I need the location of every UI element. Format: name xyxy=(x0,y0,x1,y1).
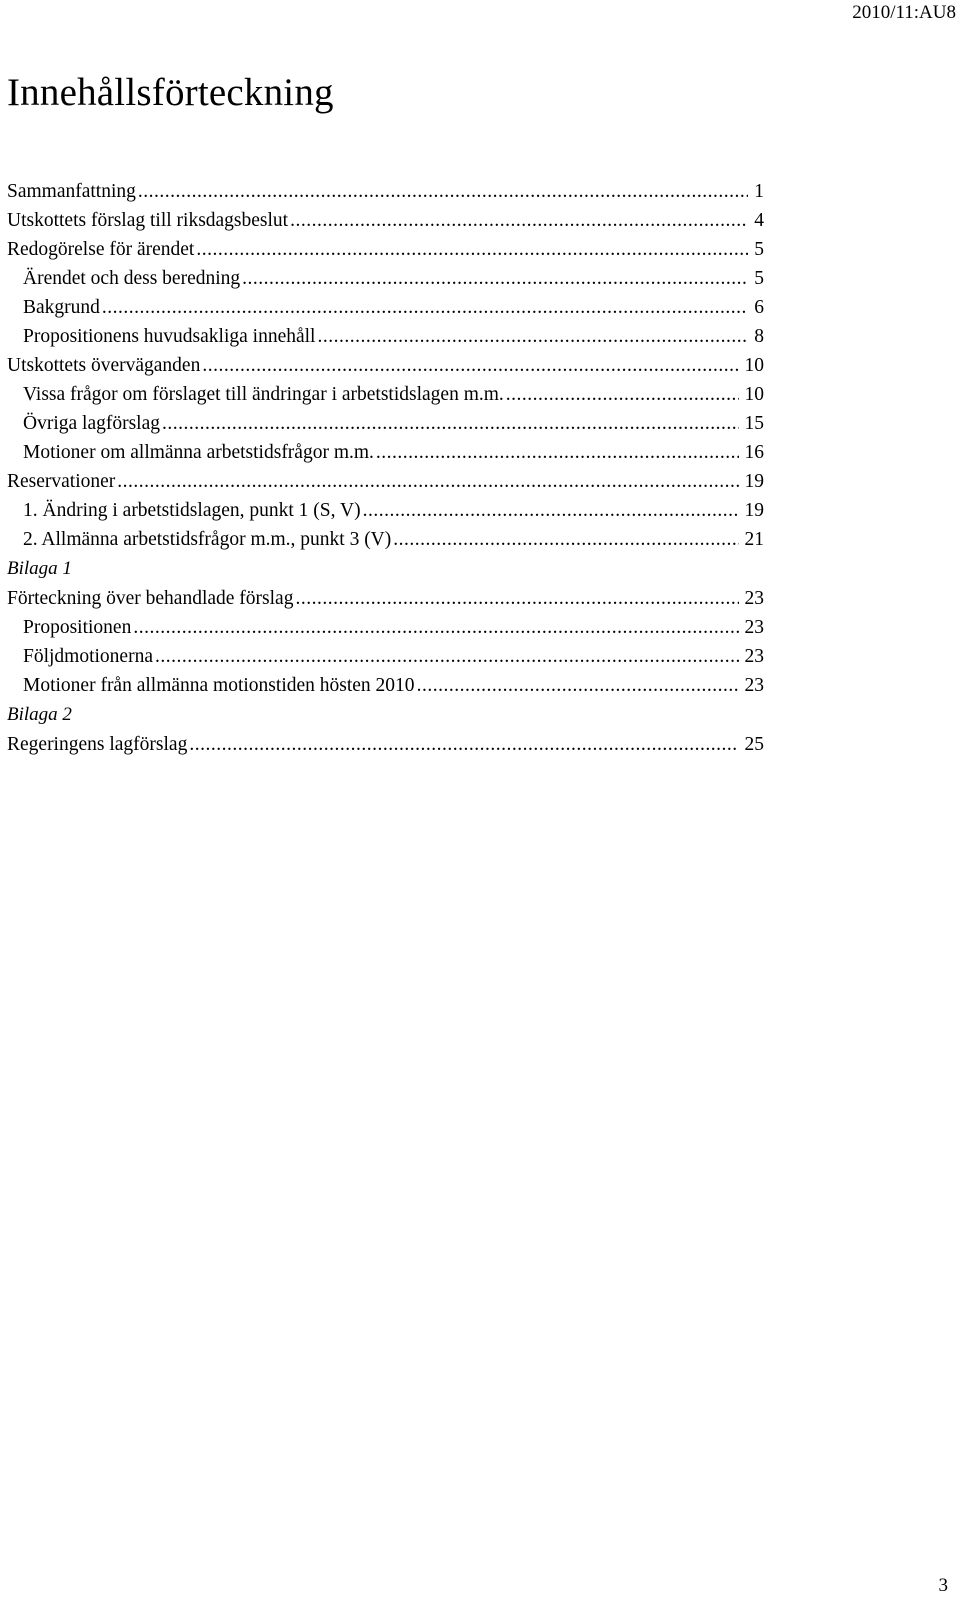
toc-entry-label: Sammanfattning xyxy=(7,181,136,202)
toc-entry-label: Redogörelse för ärendet xyxy=(7,239,195,260)
leader-dots xyxy=(317,322,748,351)
leader-dots xyxy=(196,235,748,264)
toc-entry-propositionens-innehall[interactable] xyxy=(7,322,764,351)
toc-entry-page: 21 xyxy=(744,529,764,550)
leader-dots xyxy=(189,730,738,759)
toc-entry-page: 8 xyxy=(754,326,764,347)
toc-entry-sammanfattning[interactable] xyxy=(7,177,764,206)
toc-entry-page: 16 xyxy=(744,442,764,463)
toc-entry-foljdmotionerna[interactable] xyxy=(7,642,764,671)
leader-dots xyxy=(417,671,739,700)
leader-dots xyxy=(393,525,738,554)
toc-entry-arendet[interactable] xyxy=(7,264,764,293)
toc-entry-label: Motioner om allmänna arbetstidsfrågor m.m. xyxy=(23,442,374,463)
toc-entry-page: 10 xyxy=(744,355,764,376)
leader-dots xyxy=(363,496,739,525)
leader-dots xyxy=(138,177,748,206)
toc-entry-label: 1. Ändring i arbetstidslagen, punkt 1 (S, V) xyxy=(23,500,361,521)
leader-dots xyxy=(133,613,738,642)
toc-entry-vissa-fragor[interactable] xyxy=(7,380,764,409)
leader-dots xyxy=(242,264,748,293)
toc-entry-label: Övriga lagförslag xyxy=(23,413,160,434)
toc-entry-label: Propositionens huvudsakliga innehåll xyxy=(23,326,316,347)
toc-entry-page: 19 xyxy=(744,471,764,492)
toc-entry-reservationer[interactable] xyxy=(7,467,764,496)
leader-dots xyxy=(117,467,738,496)
toc-entry-reservation-1[interactable] xyxy=(7,496,764,525)
toc-entry-utskottets-overvaganden[interactable] xyxy=(7,351,764,380)
toc-entry-page: 23 xyxy=(744,675,764,696)
appendix-heading-1: Bilaga 1 xyxy=(7,558,72,579)
toc-entry-label: Motioner från allmänna motionstiden hösten 2010 xyxy=(23,675,415,696)
table-of-contents xyxy=(7,177,764,759)
toc-entry-utskottets-forslag[interactable] xyxy=(7,206,764,235)
toc-entry-label: Reservationer xyxy=(7,471,116,492)
toc-entry-page: 23 xyxy=(744,646,764,667)
toc-entry-page: 1 xyxy=(754,181,764,202)
leader-dots xyxy=(290,206,748,235)
toc-entry-label: Propositionen xyxy=(23,617,132,638)
leader-dots xyxy=(376,438,739,467)
toc-entry-page: 23 xyxy=(744,588,764,609)
toc-entry-motioner-arbetstidsfragor[interactable] xyxy=(7,438,764,467)
toc-entry-reservation-2[interactable] xyxy=(7,525,764,554)
toc-entry-page: 5 xyxy=(754,239,764,260)
toc-entry-label: Förteckning över behandlade förslag xyxy=(7,588,294,609)
toc-entry-page: 25 xyxy=(744,734,764,755)
toc-entry-label: Bakgrund xyxy=(23,297,100,318)
leader-dots xyxy=(506,380,739,409)
toc-entry-label: Utskottets överväganden xyxy=(7,355,201,376)
appendix-heading-2: Bilaga 2 xyxy=(7,704,72,725)
toc-entry-label: Utskottets förslag till riksdagsbeslut xyxy=(7,210,289,231)
leader-dots xyxy=(162,409,739,438)
toc-entry-page: 4 xyxy=(754,210,764,231)
toc-entry-label: Regeringens lagförslag xyxy=(7,734,188,755)
toc-entry-label: Vissa frågor om förslaget till ändringar i arbetstidslagen m.m. xyxy=(23,384,504,405)
toc-entry-redogorelse[interactable] xyxy=(7,235,764,264)
toc-entry-page: 5 xyxy=(754,268,764,289)
leader-dots xyxy=(155,642,739,671)
toc-entry-forteckning[interactable] xyxy=(7,584,764,613)
toc-entry-label: 2. Allmänna arbetstidsfrågor m.m., punkt 3 (V) xyxy=(23,529,392,550)
toc-entry-label: Följdmotionerna xyxy=(23,646,153,667)
toc-entry-regeringens-lagforslag[interactable] xyxy=(7,730,764,759)
toc-entry-label: Ärendet och dess beredning xyxy=(23,268,241,289)
toc-entry-page: 6 xyxy=(754,297,764,318)
leader-dots xyxy=(295,584,738,613)
toc-entry-propositionen[interactable] xyxy=(7,613,764,642)
toc-entry-motioner-allmanna-motionstiden[interactable] xyxy=(7,671,764,700)
toc-entry-page: 19 xyxy=(744,500,764,521)
toc-entry-page: 15 xyxy=(744,413,764,434)
toc-entry-ovriga-lagforslag[interactable] xyxy=(7,409,764,438)
leader-dots xyxy=(202,351,738,380)
toc-entry-page: 10 xyxy=(744,384,764,405)
toc-entry-bakgrund[interactable] xyxy=(7,293,764,322)
page-number: 3 xyxy=(938,1575,948,1596)
toc-entry-page: 23 xyxy=(744,617,764,638)
document-id: 2010/11:AU8 xyxy=(852,2,956,23)
leader-dots xyxy=(102,293,748,322)
page-title: Innehållsförteckning xyxy=(7,71,334,114)
